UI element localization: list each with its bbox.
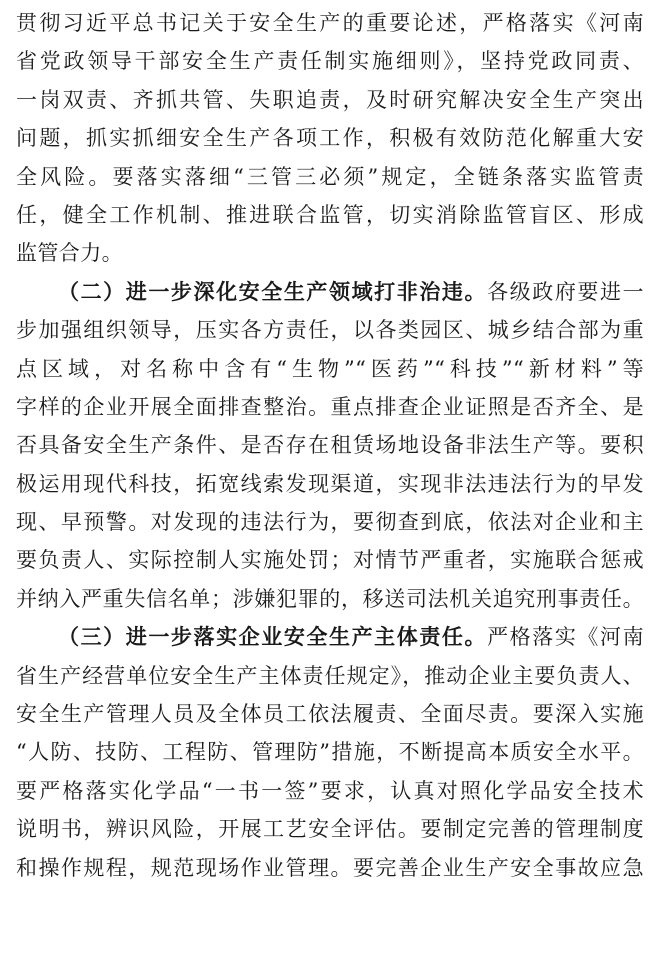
text-line: 全风险。要落实落细“三管三必须”规定，全链条落实监管责 xyxy=(16,164,644,189)
section-heading-3: （三）进一步落实企业安全生产主体责任。 xyxy=(58,624,488,650)
text-line: 否具备安全生产条件、是否存在租赁场地设备非法生产等。要积 xyxy=(16,433,644,458)
section-heading-2: （二）进一步深化安全生产领域打非治违。 xyxy=(58,278,488,304)
text-line: 步加强组织领导，压实各方责任，以各类园区、城乡结合部为重 xyxy=(16,318,644,343)
text-line: 现、早预警。对发现的违法行为，要彻查到底，依法对企业和主 xyxy=(16,510,644,535)
text-line: 和操作规程，规范现场作业管理。要完善企业生产安全事故应急 xyxy=(16,855,644,880)
section-lead-text: 严格落实《河南 xyxy=(487,625,644,650)
text-line: 省生产经营单位安全生产主体责任规定》，推动企业主要负责人、 xyxy=(16,663,644,688)
text-line: 极运用现代科技，拓宽线索发现渠道，实现非法违法行为的早发 xyxy=(16,471,644,496)
text-line: 要负责人、实际控制人实施处罚；对情节严重者，实施联合惩戒 xyxy=(16,548,644,573)
text-line: 并纳入严重失信名单；涉嫌犯罪的，移送司法机关追究刑事责任。 xyxy=(16,586,644,611)
text-line: 省党政领导干部安全生产责任制实施细则》，坚持党政同责、 xyxy=(16,49,644,74)
text-line: 要严格落实化学品“一书一签”要求，认真对照化学品安全技术 xyxy=(16,778,644,803)
text-line: 字样的企业开展全面排查整治。重点排查企业证照是否齐全、是 xyxy=(16,394,644,419)
text-line: 点区域，对名称中含有“生物”“医药”“科技”“新材料”等 xyxy=(16,356,644,381)
text-line: 任，健全工作机制、推进联合监管，切实消除监管盲区、形成 xyxy=(16,202,644,227)
text-line: 一岗双责、齐抓共管、失职追责，及时研究解决安全生产突出 xyxy=(16,87,644,112)
text-line: 说明书，辨识风险，开展工艺安全评估。要制定完善的管理制度 xyxy=(16,817,644,842)
text-line: “人防、技防、工程防、管理防”措施，不断提高本质安全水平。 xyxy=(16,740,644,765)
text-line: 问题，抓实抓细安全生产各项工作，积极有效防范化解重大安 xyxy=(16,126,644,151)
text-line: 监管合力。 xyxy=(16,241,123,266)
text-line: 贯彻习近平总书记关于安全生产的重要论述，严格落实《河南 xyxy=(16,11,644,35)
text-line: 安全生产管理人员及全体员工依法履责、全面尽责。要深入实施 xyxy=(16,702,644,727)
section-lead-text: 各级政府要进一 xyxy=(487,279,644,304)
section-line xyxy=(16,273,644,311)
section-line xyxy=(16,618,644,656)
